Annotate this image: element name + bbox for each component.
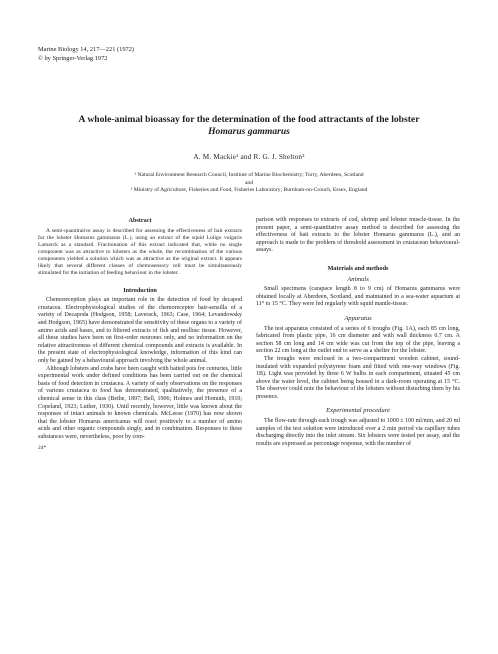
procedure-paragraph: The flow-rate through each trough was adjusted to 1000 ± 100 ml/min, and 20 ml samples of the test solution were introduced over a 2 min period via capillary tubes discharging directly into the inlet stream. Six lobsters were tested per assay, and the results are expressed as percentage response, with the number of xyxy=(256,418,460,447)
apparatus-paragraph-1: The test apparatus consisted of a series of 6 troughs (Fig. 1A), each 85 cm long, fabricated from plastic pipe, 16 cm diameter and with wall thickness 0.7 cm. A section 58 cm long and 14 cm wide was cut from the top of the pipe, leaving a section 22 cm long at the outlet end to serve as a shelter for the lobster. xyxy=(256,325,460,355)
abstract-heading: Abstract xyxy=(128,217,152,224)
apparatus-paragraph-2: The troughs were enclosed in a two-compartment wooden cabinet, sound-insulated with expanded polystyrene foam and fitted with one-way windows (Fig. 1B). Light was provided by three 6 W bulbs in each compartment, situated 45 cm above the water level, the cabinet being housed in a dark-room operating at 15 °C. The observer could note the behaviour of the lobsters without disturbing them by his presence. xyxy=(256,355,460,400)
affiliations xyxy=(30,172,468,195)
apparatus-heading: Apparatus xyxy=(344,314,372,322)
page-footer-mark: 24* xyxy=(38,445,47,452)
copyright-line: © by Springer-Verlag 1972 xyxy=(38,55,108,62)
intro-paragraph-2: Although lobsters and crabs have been caught with baited pots for centuries, little experimental work under defined conditions has been carried out on the chemical basis of food detection in crustacea. A variety of early observations on the responses of various crustacea to food has demonstrated, qualitatively, the presence of a chemical sense in this class (Bethe, 1897; Bell, 1906; Holmes and Homuth, 1910; Copeland, 1923; Luther, 1930). Until recently, however, little was known about the responses of intact animals to known chemicals. McLeese (1970) has now shown that the lobster Homarus americanus will react positively to a number of amino acids and other organic compounds singly, and in combination. Responses to these substances were, nevertheless, poor by com- xyxy=(38,365,242,440)
animals-heading: Animals xyxy=(347,275,369,283)
abstract-text: A semi-quantitative assay is described for assessing the effectiveness of bait extracts for the lobster Homarus gammarus (L.), using an extract of the squid Loligo vulgaris Lamarck as a standard. Fractionation of this extract indicated that, while no single component was as attractive to lobsters as the whole, the recombination of the various components yielded a solution which was as attractive as the original extract. It appears likely that several different classes of chemosensory cell must be simultaneously stimulated for the initiation of feeding behaviour in the lobster. xyxy=(38,227,242,276)
affiliation-1: ¹ Natural Environment Research Council, Institute of Marine Biochemistry; Torry, Aberdeen, Scotland xyxy=(134,172,364,178)
introduction-heading: Introduction xyxy=(123,286,157,294)
journal-header xyxy=(38,45,134,63)
left-column xyxy=(38,217,242,453)
author-line: A. M. Mackie¹ and R. G. J. Shelton² xyxy=(193,153,305,161)
journal-citation: Marine Biology 14, 217—221 (1972) xyxy=(38,46,135,53)
right-paragraph-continued: parison with responses to extracts of cod, shrimp and lobster muscle-tissue. In the present paper, a semi-quantitative assay method is described for assessing the effectiveness of bait extracts to the lobster Homarus gammarus (L.), and an approach is made to the problem of threshold assessment in crustacean behavioural-assays. xyxy=(256,217,460,254)
title-line-1: A whole-animal bioassay for the determination of the food attractants of the lobster xyxy=(78,114,420,125)
paper-title xyxy=(30,114,468,138)
procedure-heading: Experimental procedure xyxy=(326,407,390,415)
affiliation-2: ² Ministry of Agriculture, Fisheries and Food, Fisheries Laboratory; Burnham-on-Crouch, Essex, England xyxy=(130,187,368,194)
animals-paragraph: Small specimens (carapace length 8 to 9 cm) of Homarus gammarus were obtained locally at Aberdeen, Scotland, and maintained in a sea-water aquarium at 11° to 15 °C. They were fed regularly with squid mantle-tissue. xyxy=(256,286,460,308)
intro-paragraph-1: Chemoreception plays an important role in the detection of food by decapod crustacea. Electrophysiological studies of the chemoreceptor hair-sensilla of a variety of Decapoda (Hodgson, 1958; Laverack, 1963; Case, 1964; Levandowsky and Hodgson, 1965) have demonstrated the sensitivity of these organs to a variety of amino acids and bases, and to filtered extracts of fish and mollusc tissue. However, all these studies have been on first-order neurones only, and no information on the relative attractiveness of different chemical compounds and extracts is available. In the present state of electrophysiological knowledge, information of this kind can only be gained by a behavioural approach involving the whole animal. xyxy=(38,297,242,364)
title-line-2: Homarus gammarus xyxy=(208,126,290,137)
right-column xyxy=(256,217,460,448)
materials-methods-heading: Materials and methods xyxy=(327,264,389,272)
affiliation-and: and xyxy=(244,179,254,186)
